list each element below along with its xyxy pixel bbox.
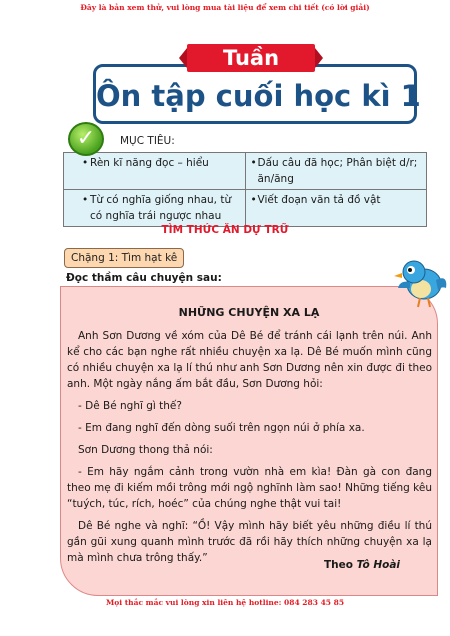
goal-item: • Rèn kĩ năng đọc – hiểu (68, 155, 241, 171)
story-paragraph: - Dê Bé nghĩ gì thế? (78, 400, 182, 412)
goal-item: • Từ có nghĩa giống nhau, từ có nghĩa trái ngược nhau (68, 192, 241, 224)
goal-cell (245, 153, 427, 190)
author-name: Tô Hoài (356, 559, 401, 571)
watermark-top-note: Đây là bản xem thử, vui lòng mua tài liệu để xem chi tiết (có lời giải) (80, 3, 370, 12)
goals-row (64, 153, 427, 190)
goals-row (64, 190, 427, 227)
lesson-title-box (93, 64, 421, 124)
story-paragraph: - Em đang nghĩ đến dòng suối trên ngọn núi ở phía xa. (78, 422, 365, 434)
story-paragraph: - Em hãy ngắm cảnh trong vườn nhà em kìa! Đàn gà con đang theo mẹ đi kiếm mồi trông mới ngộ nghĩnh làm sao! Những tiếng kêu “tuých, túc, rích, hoéc” của chúng nghe thật vui tai! (67, 466, 432, 510)
story-paragraph: Dê Bé nghe và nghĩ: “Ồ! Vậy mình hãy biết yêu những điều lí thú gần gũi xung quanh mình trước đã rồi hãy thích những chuyện xa lạ mà mình chưa trông thấy.” (67, 520, 432, 564)
goal-item: • Dấu câu đã học; Phân biệt d/r; ăn/ăng (250, 155, 423, 187)
story-title: NHỮNG CHUYỆN XA LẠ (178, 306, 320, 319)
goals-label: MỤC TIÊU: (120, 135, 175, 147)
goal-cell (64, 190, 246, 227)
lesson-title: Ôn tập cuối học kì 1 (96, 79, 421, 113)
goal-cell (64, 153, 246, 190)
section-title: TÌM THỨC ĂN DỰ TRỮ (161, 224, 289, 236)
reading-instruction: Đọc thầm câu chuyện sau: (66, 272, 222, 284)
checkmark-icon: ✓ (68, 122, 104, 156)
bird-icon (388, 252, 450, 310)
story-body (67, 328, 432, 572)
story-paragraph: Anh Sơn Dương về xóm của Dê Bé để tránh cái lạnh trên núi. Anh kể cho các bạn nghe rất nhiều chuyện xa lạ. Dê Bé muốn mình cũng có nhiều chuyện xa lạ lí thú như anh Sơn Dương nên xin được đi theo anh. Một ngày nắng ấm bắt đầu, Sơn Dương hỏi: (67, 330, 432, 390)
hotline-note: Mọi thắc mắc vui lòng xin liên hệ hotline: 084 283 45 85 (105, 598, 345, 607)
goal-item: • Viết đoạn văn tả đồ vật (250, 192, 423, 208)
goal-cell (245, 190, 427, 227)
story-author (324, 559, 400, 571)
chapter-tag: Chặng 1: Tìm hạt kê (64, 248, 184, 268)
goals-table (63, 152, 427, 227)
week-banner: Tuần (187, 44, 315, 72)
story-paragraph: Sơn Dương thong thả nói: (78, 444, 213, 456)
author-prefix: Theo (324, 559, 353, 571)
